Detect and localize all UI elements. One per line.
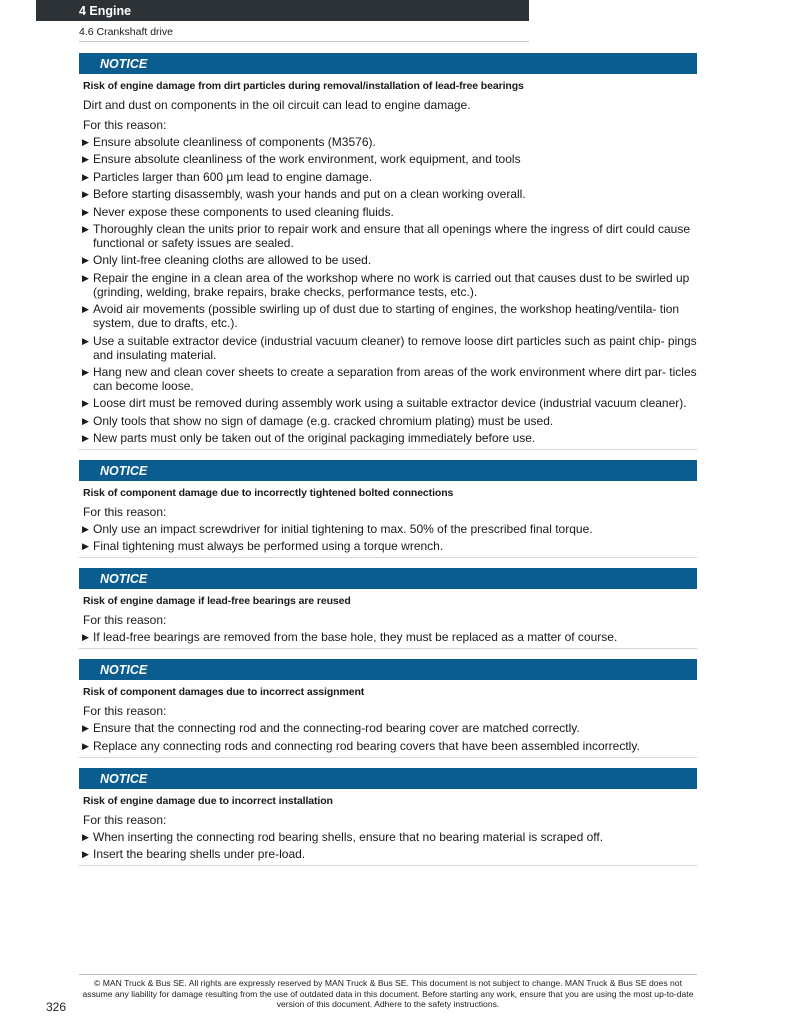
notice-item-text: Avoid air movements (possible swirling up of dust due to starting of engines, the workshop heating/ventila- tion system, due to drafts, etc.).: [93, 302, 680, 331]
notice-reason: For this reason:: [83, 812, 167, 827]
notice-item-list: [79, 630, 697, 644]
notice-item-text: Repair the engine in a clean area of the workshop where no work is carried out that causes dust to be swirled up (grinding, welding, brake repairs, brake checks, performance tests, etc.).: [93, 270, 690, 299]
notice-item-text: Ensure absolute cleanliness of components (M3576).: [93, 135, 376, 149]
notice-item-text: Before starting disassembly, wash your hands and put on a clean working overall.: [93, 187, 526, 202]
arrow-bullet-icon: ▶: [82, 831, 89, 842]
notice-item: [79, 135, 697, 149]
arrow-bullet-icon: ▶: [82, 272, 89, 283]
notice-item: [79, 721, 697, 735]
notice-label-bar: NOTICE: [79, 659, 697, 680]
notice-item-text: Never expose these components to used cleaning fluids.: [93, 204, 394, 219]
notice-title: Risk of component damages due to incorrect assignment: [83, 686, 365, 699]
notice-item: [79, 170, 697, 184]
notice-reason: For this reason:: [83, 704, 167, 719]
notice-item: [79, 365, 697, 393]
arrow-bullet-icon: ▶: [82, 740, 89, 751]
notice-item-text: Only lint-free cleaning cloths are allowed to be used.: [93, 253, 372, 268]
notice-item: [79, 630, 697, 644]
notice-label-bar: NOTICE: [79, 568, 697, 589]
notice-block: [79, 568, 697, 649]
arrow-bullet-icon: ▶: [82, 206, 89, 217]
notice-block: [79, 768, 697, 866]
notice-title: Risk of engine damage if lead-free bearings are reused: [83, 595, 351, 608]
notice-block: [79, 659, 697, 757]
arrow-bullet-icon: ▶: [82, 171, 89, 182]
notice-item-text: Use a suitable extractor device (industrial vacuum cleaner) to remove loose dirt particles such as paint chip- pings and insulating material.: [93, 333, 697, 362]
notice-item-list: [79, 522, 697, 553]
notice-item-text: Replace any connecting rods and connecting rod bearing covers that have been assembled incorrectly.: [93, 738, 640, 753]
arrow-bullet-icon: ▶: [82, 223, 89, 234]
notice-item: [79, 830, 697, 844]
notice-item-text: Thoroughly clean the units prior to repair work and ensure that all openings where the ingress of dirt could cause functional or safety issues are sealed.: [93, 221, 691, 250]
notice-item-text: Final tightening must always be performed using a torque wrench.: [93, 539, 444, 554]
section-title: 4.6 Crankshaft drive: [79, 26, 173, 38]
notice-list: [79, 53, 697, 876]
header-divider: [79, 41, 529, 42]
notice-divider: [79, 557, 697, 558]
page-number: 326: [46, 1000, 67, 1014]
arrow-bullet-icon: ▶: [82, 541, 89, 552]
arrow-bullet-icon: ▶: [82, 304, 89, 315]
arrow-bullet-icon: ▶: [82, 255, 89, 266]
notice-item-text: Particles larger than 600 µm lead to engine damage.: [93, 169, 373, 184]
arrow-bullet-icon: ▶: [82, 398, 89, 409]
notice-item: [79, 414, 697, 428]
notice-title: Risk of engine damage due to incorrect installation: [83, 794, 333, 807]
notice-block: [79, 460, 697, 558]
arrow-bullet-icon: ▶: [82, 632, 89, 643]
notice-item: [79, 396, 697, 410]
footer-legal-text: © MAN Truck & Bus SE. All rights are expressly reserved by MAN Truck & Bus SE. This document is not subject to change. MAN Truck & Bus SE does not assume any liability for damage resulting from the use of outdated data in this document. Before starting any work, ensure that you are using the most up-to-date version of this document. Adhere to the safety instructions.: [82, 978, 694, 1009]
notice-item: [79, 302, 697, 330]
notice-divider: [79, 648, 697, 649]
notice-item-text: Ensure absolute cleanliness of the work environment, work equipment, and tools: [93, 152, 521, 167]
notice-divider: [79, 865, 697, 866]
notice-item-text: When inserting the connecting rod bearing shells, ensure that no bearing material is scraped off.: [93, 829, 604, 844]
chapter-header: [36, 0, 529, 21]
arrow-bullet-icon: ▶: [82, 723, 89, 734]
notice-item-text: If lead-free bearings are removed from the base hole, they must be replaced as a matter of course.: [93, 630, 618, 645]
arrow-bullet-icon: ▶: [82, 366, 89, 377]
notice-item-text: New parts must only be taken out of the original packaging immediately before use.: [93, 431, 536, 446]
notice-item: [79, 222, 697, 250]
arrow-bullet-icon: ▶: [82, 189, 89, 200]
notice-label-bar: NOTICE: [79, 53, 697, 74]
footer-divider: [79, 974, 697, 975]
notice-item-text: Only use an impact screwdriver for initial tightening to max. 50% of the prescribed final torque.: [93, 522, 593, 537]
arrow-bullet-icon: ▶: [82, 433, 89, 444]
notice-intro: Dirt and dust on components in the oil circuit can lead to engine damage.: [83, 98, 471, 112]
arrow-bullet-icon: ▶: [82, 154, 89, 165]
notice-title: Risk of engine damage from dirt particles during removal/installation of lead-free bearings: [83, 80, 524, 92]
notice-item: [79, 205, 697, 219]
notice-item: [79, 271, 697, 299]
notice-item-text: Ensure that the connecting rod and the connecting-rod bearing cover are matched correctly.: [93, 721, 580, 736]
notice-item-list: [79, 830, 697, 861]
notice-item-list: [79, 135, 697, 445]
notice-divider: [79, 449, 697, 450]
notice-title: Risk of component damage due to incorrectly tightened bolted connections: [83, 487, 454, 500]
notice-item: [79, 539, 697, 553]
arrow-bullet-icon: ▶: [82, 849, 89, 860]
notice-reason: For this reason:: [83, 613, 167, 628]
notice-reason: For this reason:: [83, 118, 167, 132]
arrow-bullet-icon: ▶: [82, 415, 89, 426]
arrow-bullet-icon: ▶: [82, 335, 89, 346]
notice-item-text: Insert the bearing shells under pre-load.: [93, 847, 306, 862]
notice-item: [79, 253, 697, 267]
notice-divider: [79, 757, 697, 758]
notice-block: [79, 53, 697, 450]
notice-item-list: [79, 721, 697, 752]
notice-item: [79, 847, 697, 861]
notice-item-text: Loose dirt must be removed during assembly work using a suitable extractor device (industrial vacuum cleaner).: [93, 396, 687, 411]
arrow-bullet-icon: ▶: [82, 137, 89, 147]
notice-label-bar: NOTICE: [79, 460, 697, 481]
notice-item: [79, 334, 697, 362]
notice-item: [79, 522, 697, 536]
notice-item-text: Only tools that show no sign of damage (e.g. cracked chromium plating) must be used.: [93, 413, 554, 428]
notice-item: [79, 152, 697, 166]
notice-item: [79, 187, 697, 201]
notice-item-text: Hang new and clean cover sheets to create a separation from areas of the work environment where dirt par- ticles can become loose.: [93, 364, 697, 393]
notice-item: [79, 739, 697, 753]
notice-reason: For this reason:: [83, 505, 167, 520]
chapter-title: 4 Engine: [79, 4, 132, 18]
notice-label-bar: NOTICE: [79, 768, 697, 789]
arrow-bullet-icon: ▶: [82, 524, 89, 535]
notice-item: [79, 431, 697, 445]
